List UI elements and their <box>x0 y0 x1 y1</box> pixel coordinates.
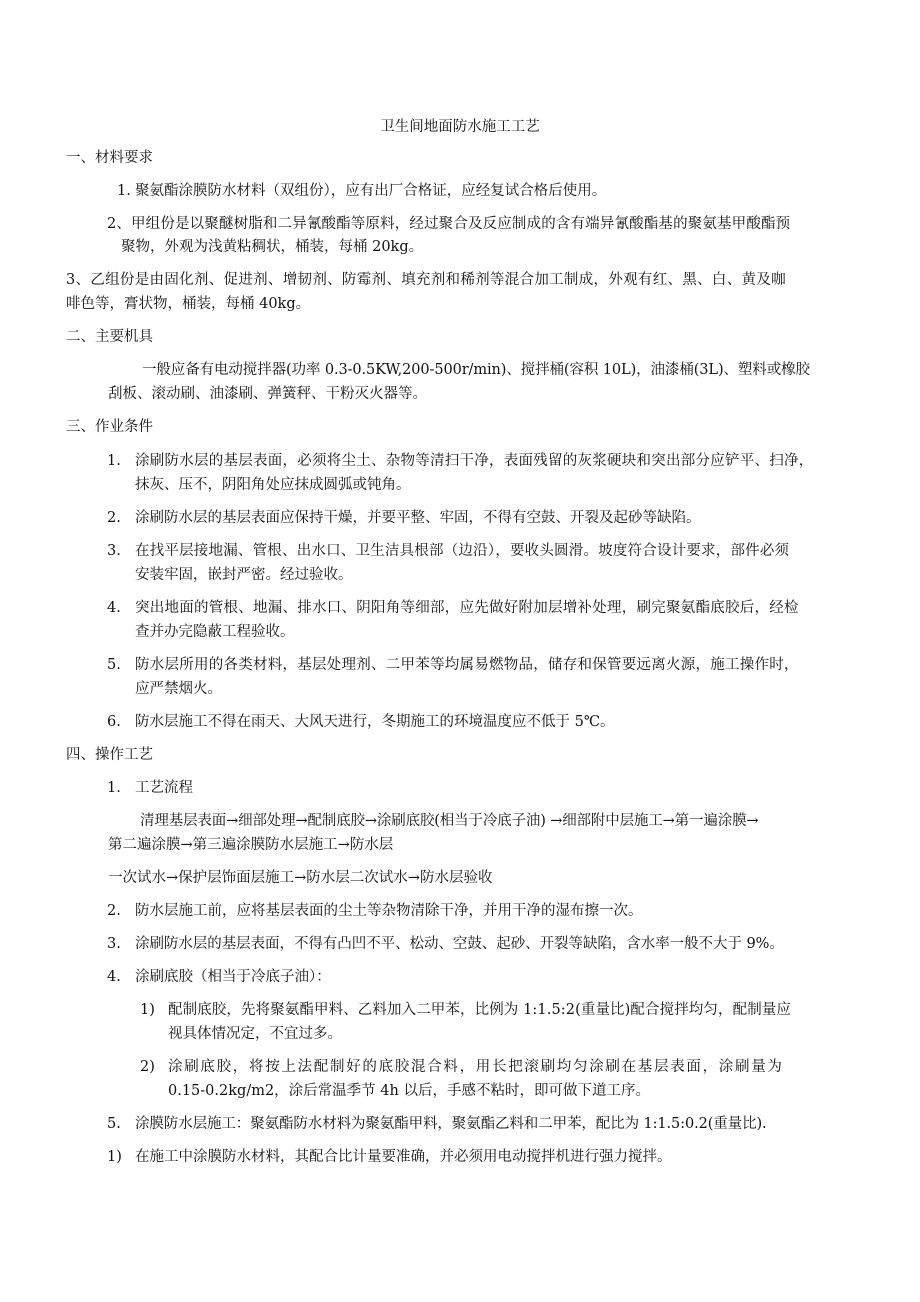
list-number: 1. <box>107 453 121 469</box>
list-item-continuation: 应严禁烟火。 <box>135 681 222 697</box>
list-item: 2、甲组份是以聚醚树脂和二异氰酸酯等原料，经过聚合及反应制成的含有端异氰酸酯基的聚氨基甲酸酯预 <box>107 216 791 232</box>
list-number: 3. <box>107 543 121 559</box>
sub-list-item: 配制底胶，先将聚氨酯甲料、乙料加入二甲苯，比例为 1:1.5:2(重量比)配合搅拌均匀，配制量应 <box>168 1002 792 1018</box>
list-item: 防水层所用的各类材料，基层处理剂、二甲苯等均属易燃物品，储存和保管要远离火源，施工操作时， <box>135 657 799 673</box>
list-number: 2. <box>107 510 121 526</box>
list-number: 3. <box>107 936 121 952</box>
list-item: 防水层施工不得在雨天、大风天进行，冬期施工的环境温度应不低于 5℃。 <box>135 714 615 730</box>
paragraph-continuation: 刮板、滚动刷、油漆刷、弹簧秤、干粉灭火器等。 <box>108 386 427 402</box>
list-item: 防水层施工前，应将基层表面的尘土等杂物清除干净，并用干净的湿布擦一次。 <box>135 903 643 919</box>
list-number: 5. <box>107 657 121 673</box>
list-item: 工艺流程 <box>135 780 193 796</box>
process-flow-continuation: 第二遍涂膜→第三遍涂膜防水层施工→防水层 <box>108 837 394 853</box>
sub-list-item-continuation: 视具体情况定，不宜过多。 <box>168 1026 342 1042</box>
list-item: 涂刷防水层的基层表面，不得有凸凹不平、松动、空鼓、起砂、开裂等缺陷，含水率一般不大于 9%。 <box>135 936 784 952</box>
section-heading-conditions: 三、作业条件 <box>66 419 153 435</box>
list-item-continuation: 查并办完隐蔽工程验收。 <box>135 624 295 640</box>
list-item-continuation: 啡色等，膏状物，桶装，每桶 40kg。 <box>66 296 311 312</box>
section-heading-process: 四、操作工艺 <box>66 747 153 763</box>
sub-list-item-continuation: 0.15-0.2kg/m2，涂后常温季节 4h 以后，手感不粘时，即可做下道工序。 <box>168 1083 650 1099</box>
sub-list-item: 在施工中涂膜防水材料，其配合比计量要准确，并必须用电动搅拌机进行强力搅拌。 <box>135 1149 672 1165</box>
list-number: 4. <box>107 600 121 616</box>
list-number: 4. <box>107 969 121 985</box>
list-item: 涂刷底胶（相当于冷底子油）： <box>135 969 331 985</box>
list-number: 5. <box>107 1116 121 1132</box>
list-item: 聚氨酯涂膜防水材料（双组份），应有出厂合格证，应经复试合格后使用。 <box>135 183 607 199</box>
list-number: 6. <box>107 714 121 730</box>
list-number: 2. <box>107 903 121 919</box>
paragraph: 一般应备有电动搅拌器(功率 0.3-0.5KW,200-500r/min)、搅拌桶(容积 10L)，油漆桶(3L)、塑料或橡胶 <box>142 362 810 378</box>
list-item: 涂膜防水层施工：聚氨酯防水材料为聚氨酯甲料，聚氨酯乙料和二甲苯，配比为 1:1.5:0.2(重量比). <box>135 1116 767 1132</box>
section-heading-materials: 一、材料要求 <box>66 150 153 166</box>
sub-list-number: 1) <box>140 1002 155 1018</box>
page-title: 卫生间地面防水施工工艺 <box>380 119 540 135</box>
list-item: 突出地面的管根、地漏、排水口、阴阳角等细部，应先做好附加层增补处理，刷完聚氨酯底胶后，经检 <box>135 600 799 616</box>
list-item-continuation: 安装牢固，嵌封严密。经过验收。 <box>135 567 353 583</box>
list-item-continuation: 聚物，外观为浅黄粘稠状，桶装，每桶 20kg。 <box>121 239 424 255</box>
list-number: 1. <box>117 183 131 199</box>
list-item-continuation: 抹灰、压不，阴阳角处应抹成圆弧或钝角。 <box>135 477 411 493</box>
process-flow-continuation: 一次试水→保护层饰面层施工→防水层二次试水→防水层验收 <box>108 870 493 886</box>
list-number: 1. <box>107 780 121 796</box>
sub-list-item: 涂刷底胶，将按上法配制好的底胶混合料，用长把滚刷均匀涂刷在基层表面，涂刷量为 <box>168 1059 784 1075</box>
process-flow: 清理基层表面→细部处理→配制底胶→涂刷底胶(相当于冷底子油) →细部附中层施工→第一遍涂膜→ <box>140 813 759 829</box>
list-item: 涂刷防水层的基层表面，必须将尘土、杂物等清扫干净，表面残留的灰浆硬块和突出部分应铲平、扫净， <box>135 453 814 469</box>
sub-list-number: 1) <box>107 1149 122 1165</box>
section-heading-tools: 二、主要机具 <box>66 329 153 345</box>
sub-list-number: 2) <box>140 1059 155 1075</box>
list-item: 3、乙组份是由固化剂、促进剂、增韧剂、防霉剂、填充剂和稀剂等混合加工制成，外观有红、黑、白、黄及咖 <box>66 272 786 288</box>
list-item: 在找平层接地漏、管根、出水口、卫生洁具根部（边沿），要收头圆滑。坡度符合设计要求，部件必须 <box>135 543 790 559</box>
list-item: 涂刷防水层的基层表面应保持干燥，并要平整、牢固，不得有空鼓、开裂及起砂等缺陷。 <box>135 510 701 526</box>
